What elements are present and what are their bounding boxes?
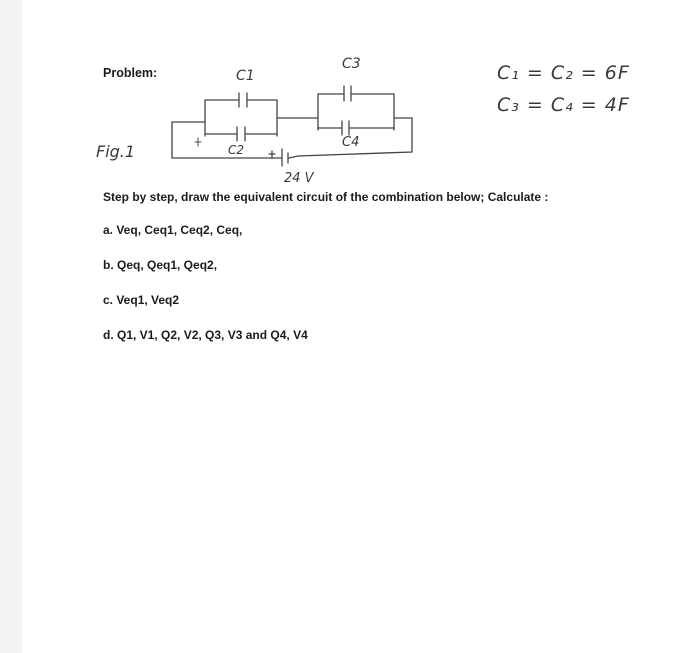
problem-content bbox=[103, 190, 663, 363]
question-a: a. Veq, Ceq1, Ceq2, Ceq, bbox=[103, 223, 243, 237]
c4-label: C4 bbox=[342, 135, 360, 150]
battery-plus-sign bbox=[269, 151, 275, 157]
outer-wire-right bbox=[298, 118, 412, 156]
question-d: d. Q1, V1, Q2, V2, Q3, V3 and Q4, V4 bbox=[103, 328, 308, 342]
figure-label: Fig.1 bbox=[96, 142, 136, 161]
instruction-text: Step by step, draw the equivalent circuit of the combination below; Calculate : bbox=[103, 190, 549, 204]
source-voltage-label: 24 V bbox=[284, 171, 314, 186]
outer-wire bbox=[172, 122, 205, 158]
c3-label: C3 bbox=[342, 56, 361, 72]
group1-mark bbox=[195, 138, 201, 146]
problem-label: Problem: bbox=[103, 66, 158, 80]
given-c3-c4-equation: C₃ = C₄ = 4F bbox=[497, 94, 630, 116]
c2-label: C2 bbox=[228, 143, 245, 157]
c1-label: C1 bbox=[236, 68, 255, 84]
battery-wire bbox=[270, 156, 298, 158]
question-c: c. Veq1, Veq2 bbox=[103, 293, 180, 307]
question-b: b. Qeq, Qeq1, Qeq2, bbox=[103, 258, 218, 272]
given-c1-c2-equation: C₁ = C₂ = 6F bbox=[497, 62, 630, 84]
